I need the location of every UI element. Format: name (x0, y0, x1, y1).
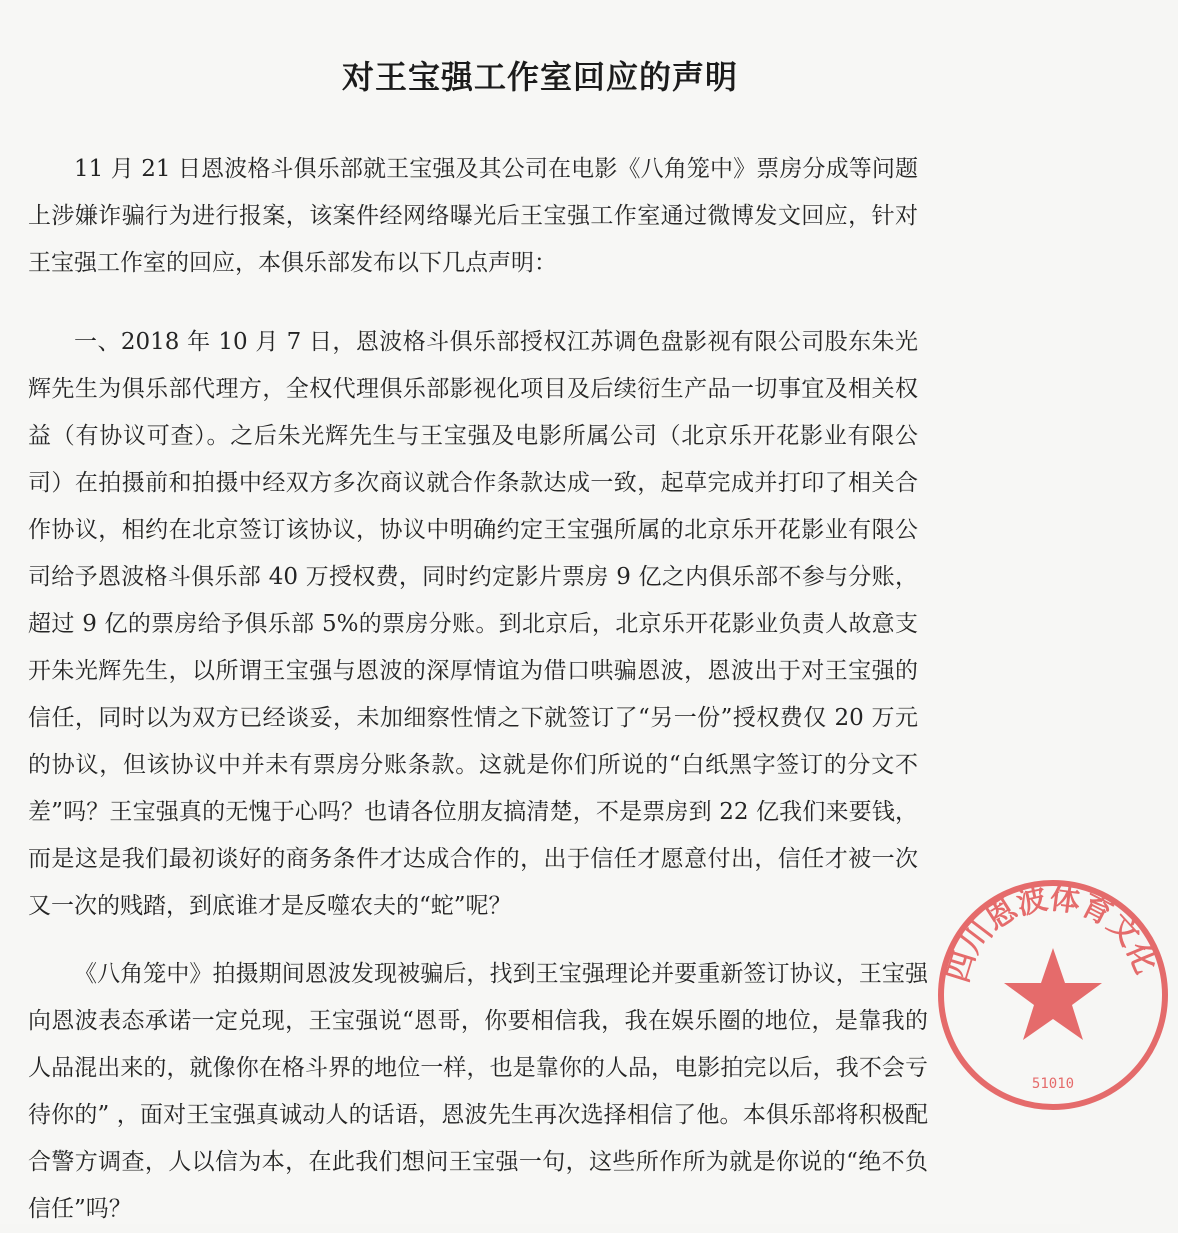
seal-star-icon (1004, 948, 1102, 1040)
paragraph-point-one: 一、2018 年 10 月 7 日，恩波格斗俱乐部授权江苏调色盘影视有限公司股东朱光辉先生为俱乐部代理方，全权代理俱乐部影视化项目及后续衍生产品一切事宜及相关权益（有协议可查）。之后朱光辉先生与王宝强及电影所属公司（北京乐开花影业有限公司）在拍摄前和拍摄中经双方多次商议就合作条款达成一致，起草完成并打印了相关合作协议，相约在北京签订该协议，协议中明确约定王宝强所属的北京乐开花影业有限公司给予恩波格斗俱乐部 40 万授权费，同时约定影片票房 9 亿之内俱乐部不参与分账，超过 9 亿的票房给予俱乐部 5%的票房分账。到北京后，北京乐开花影业负责人故意支开朱光辉先生，以所谓王宝强与恩波的深厚情谊为借口哄骗恩波，恩波出于对王宝强的信任，同时以为双方已经谈妥，未加细察性情之下就签订了“另一份”授权费仅 20 万元的协议，但该协议中并未有票房分账条款。这就是你们所说的“白纸黑字签订的分文不差”吗？王宝强真的无愧于心吗？也请各位朋友搞清楚，不是票房到 22 亿我们来要钱，而是这是我们最初谈好的商务条件才达成合作的，出于信任才愿意付出，信任才被一次又一次的贱踏，到底谁才是反噬农夫的“蛇”呢？ (28, 329, 918, 919)
red-seal-stamp (928, 870, 1178, 1120)
seal-code: 51010 (1031, 1076, 1075, 1092)
seal-text: 四川恩波体育文化 (940, 881, 1164, 987)
paragraph-point-two: 《八角笼中》拍摄期间恩波发现被骗后，找到王宝强理论并要重新签订协议，王宝强向恩波表态承诺一定兑现，王宝强说“恩哥，你要相信我，我在娱乐圈的地位，是靠我的人品混出来的，就像你在格斗界的地位一样，也是靠你的人品，电影拍完以后，我不会亏待你的” ，面对王宝强真诚动人的话语，恩波先生再次选择相信了他。本俱乐部将积极配合警方调查，人以信为本，在此我们想问王宝强一句，这些所作所为就是你说的“绝不负信任”吗？ (28, 961, 928, 1222)
document-title: 对王宝强工作室回应的声明 (341, 58, 738, 96)
paragraph-intro: 11 月 21 日恩波格斗俱乐部就王宝强及其公司在电影《八角笼中》票房分成等问题上涉嫌诈骗行为进行报案，该案件经网络曝光后王宝强工作室通过微博发文回应，针对王宝强工作室的回应，本俱乐部发布以下几点声明： (28, 156, 918, 276)
